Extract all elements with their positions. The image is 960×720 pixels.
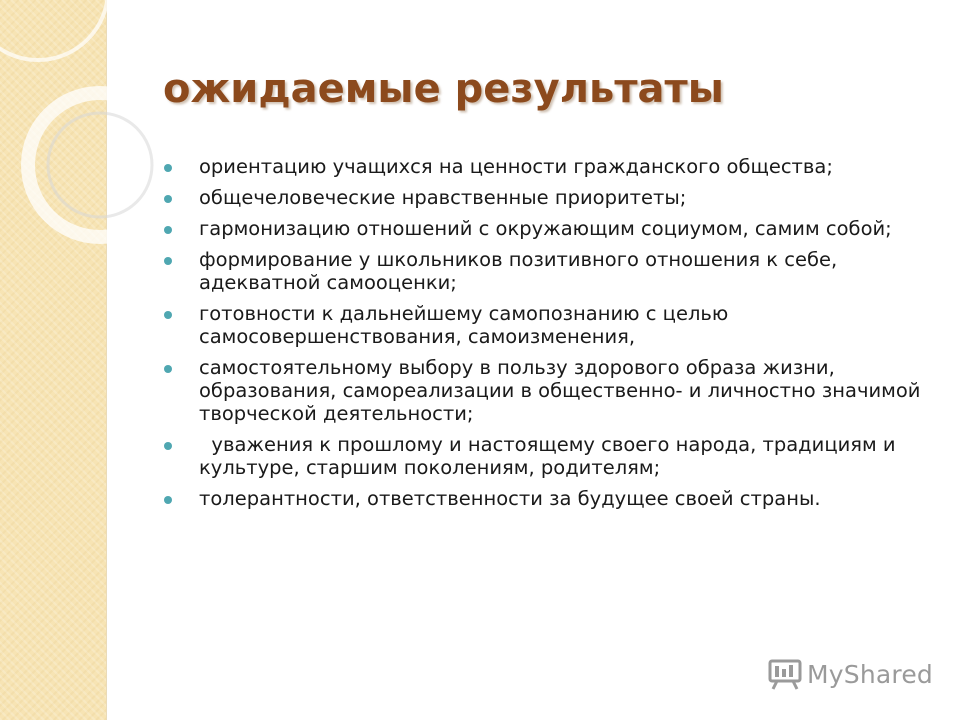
bullet-text: самостоятельному выбору в пользу здорового образа жизни, образования, самореализации в общественно- и личностно значимой творческой деятельности;	[199, 356, 921, 425]
bullet-text: общечеловеческие нравственные приоритеты;	[199, 186, 687, 209]
slide-title: ожидаемые результаты	[163, 66, 724, 112]
bullet-dot-icon	[164, 195, 172, 203]
bullet-dot-icon	[164, 496, 172, 504]
bullet-item	[160, 302, 930, 348]
bullet-item	[160, 155, 930, 178]
bullet-text: готовности к дальнейшему самопознанию с целью самосовершенствования, самоизменения,	[199, 302, 729, 348]
bullet-list	[160, 155, 930, 518]
myshared-watermark	[767, 656, 933, 692]
bullet-text: толерантности, ответственности за будущее своей страны.	[199, 487, 821, 510]
bullet-text: уважения к прошлому и настоящему своего народа, традициям и культуре, старшим поколениям, родителям;	[199, 433, 902, 479]
bullet-item	[160, 186, 930, 209]
bullet-item	[160, 487, 930, 510]
decorative-circle-top	[0, 0, 108, 60]
bullet-text: формирование у школьников позитивного отношения к себе, адекватной самооценки;	[199, 248, 838, 294]
decorative-circle-large	[28, 93, 172, 237]
bullet-item	[160, 433, 930, 479]
bullet-text: ориентацию учащихся на ценности гражданского общества;	[199, 155, 833, 178]
bullet-dot-icon	[164, 442, 172, 450]
bullet-dot-icon	[164, 164, 172, 172]
bullet-text: гармонизацию отношений с окружающим социумом, самим собой;	[199, 217, 892, 240]
bullet-item	[160, 248, 930, 294]
bullet-dot-icon	[164, 365, 172, 373]
presentation-board-icon	[767, 656, 803, 692]
watermark-text: MyShared	[807, 659, 933, 689]
bullet-dot-icon	[164, 257, 172, 265]
bullet-dot-icon	[164, 226, 172, 234]
bullet-item	[160, 356, 930, 425]
bullet-dot-icon	[164, 311, 172, 319]
decorative-circle-inner	[48, 113, 152, 217]
bullet-item	[160, 217, 930, 240]
